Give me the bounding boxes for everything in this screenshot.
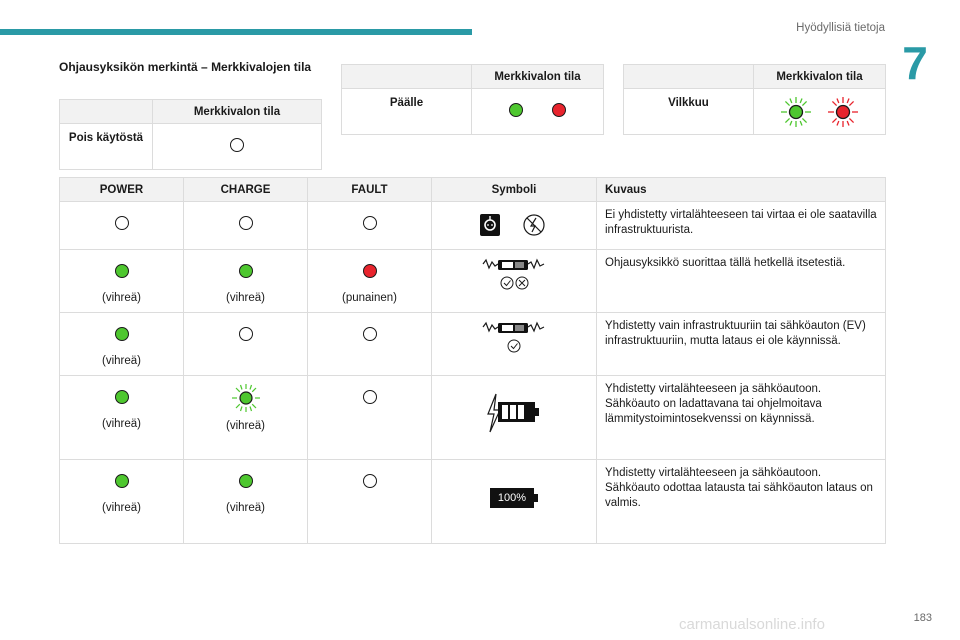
- table-off-label: Pois käytöstä: [60, 124, 153, 170]
- table-blink-label: Vilkkuu: [624, 89, 754, 135]
- charging-battery-icon: [484, 390, 544, 436]
- fault-lamp-off-icon: [363, 216, 377, 230]
- power-lamp-green-icon: [115, 390, 129, 404]
- page-number: 183: [913, 612, 932, 624]
- chapter-number: 7: [902, 37, 928, 89]
- table-row: (vihreä) (vihreä) 100% Yhdistetty virtalähteeseen ja sähköautoon. Sähköauto odottaa latausta tai sähköauton lataus on valmis.: [60, 460, 886, 544]
- fault-lamp-off-icon: [363, 474, 377, 488]
- status-table: [59, 177, 886, 544]
- table-row: (vihreä) (vihreä) (punainen) Ohjausyksikkö suorittaa tällä hetkellä itsetestiä.: [60, 250, 886, 313]
- col-fault: FAULT: [308, 178, 432, 202]
- fault-lamp-off-icon: [363, 327, 377, 341]
- table-row: (vihreä) Yhdistetty vain infrastruktuuriin tai sähköauton (EV) infrastruktuuriin, mutta lataus ei ole käynnissä.: [60, 313, 886, 376]
- top-accent-bar: [0, 29, 472, 35]
- lamp-blink-red-icon: [826, 95, 860, 129]
- row-2-description: Ohjausyksikkö suorittaa tällä hetkellä itsetestiä.: [597, 250, 886, 313]
- table-lamp-off: [59, 99, 322, 170]
- charge-lamp-off-icon: [239, 216, 253, 230]
- lamp-off-icon: [230, 138, 244, 152]
- table-lamp-on: [341, 64, 604, 135]
- lamp-on-green-icon: [509, 103, 523, 117]
- table-row: (vihreä) (vihreä) Yhdistetty virtalähteeseen ja sähköautoon. Sähköauto on ladattavana tai ohjelmoitava lämmitystoimintosekvenssi on käynnissä.: [60, 376, 886, 460]
- power-lamp-off-icon: [115, 216, 129, 230]
- table-lamp-blink: [623, 64, 886, 135]
- table-off-header: Merkkivalon tila: [153, 100, 322, 124]
- col-charge: CHARGE: [184, 178, 308, 202]
- watermark: carmanualsonline.info: [679, 616, 825, 633]
- connected-infrastructure-icon: [481, 321, 547, 355]
- fault-lamp-red-icon: [363, 264, 377, 278]
- row-5-description: Yhdistetty virtalähteeseen ja sähköautoon. Sähköauto odottaa latausta tai sähköauton lataus on valmis.: [597, 460, 886, 544]
- lamp-on-red-icon: [552, 103, 566, 117]
- table-on-label: Päälle: [342, 89, 472, 135]
- col-power: POWER: [60, 178, 184, 202]
- charge-lamp-blink-green-icon: [230, 382, 262, 414]
- power-lamp-green-icon: [115, 474, 129, 488]
- self-test-icon: [481, 258, 547, 292]
- charge-lamp-off-icon: [239, 327, 253, 341]
- charge-lamp-green-icon: [239, 264, 253, 278]
- row-4-description: Yhdistetty virtalähteeseen ja sähköautoon. Sähköauto on ladattavana tai ohjelmoitava lämmitystoimintosekvenssi on käynnissä.: [597, 376, 886, 460]
- row-1-description: Ei yhdistetty virtalähteeseen tai virtaa ei ole saatavilla infrastruktuurista.: [597, 202, 886, 250]
- full-battery-icon: [490, 488, 538, 508]
- table-blink-header: Merkkivalon tila: [754, 65, 886, 89]
- fault-lamp-off-icon: [363, 390, 377, 404]
- power-lamp-green-icon: [115, 264, 129, 278]
- battery-percent-label: 100%: [490, 488, 534, 508]
- power-lamp-green-icon: [115, 327, 129, 341]
- table-on-header: Merkkivalon tila: [472, 65, 604, 89]
- row-3-description: Yhdistetty vain infrastruktuuriin tai sähköauton (EV) infrastruktuuriin, mutta lataus ei ole käynnissä.: [597, 313, 886, 376]
- col-description: Kuvaus: [597, 178, 886, 202]
- lamp-blink-green-icon: [779, 95, 813, 129]
- col-symbol: Symboli: [432, 178, 597, 202]
- section-title: Hyödyllisiä tietoja: [796, 22, 885, 34]
- page-heading: Ohjausyksikön merkintä – Merkkivalojen tila: [59, 60, 312, 74]
- plug-no-power-icon: [478, 212, 550, 238]
- charge-lamp-green-icon: [239, 474, 253, 488]
- table-row: [60, 202, 886, 250]
